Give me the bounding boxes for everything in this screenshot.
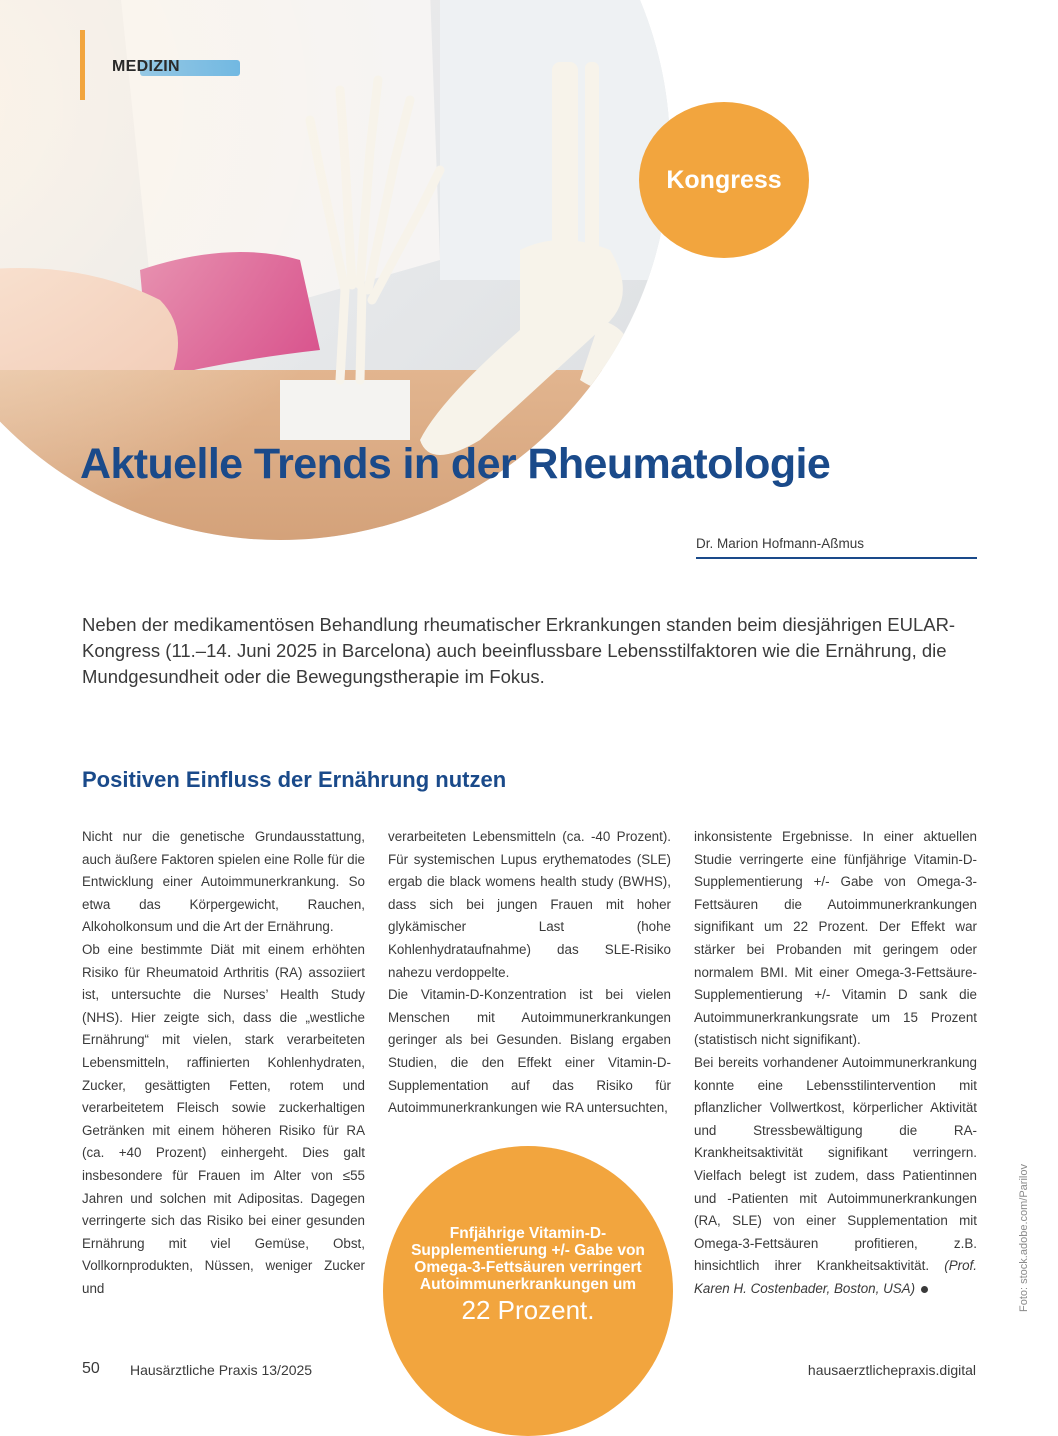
text-column-2 bbox=[388, 826, 671, 1120]
paragraph: verarbeiteten Lebensmitteln (ca. -40 Prozent). Für systemischen Lupus erythematodes (SLE) ergab die black womens health study (BWHS), dass sich bei jungen Frauen mit hoher glykämischer Last (hohe Kohlenhydrataufnahme) das SLE-Risiko nahezu verdoppelte. bbox=[388, 829, 671, 980]
paragraph-text: Bei bereits vorhandener Autoimmunerkrankung konnte eine Lebensstilintervention mit pflanzlicher Vollwertkost, körperlicher Aktivität und Stressbewältigung die RA-Krankheitsaktivität signifikant verringern. Vielfach belegt ist zudem, dass Patientinnen und -Patienten mit Autoimmunerkrankungen (RA, SLE) von einer Supplementation mit Omega-3-Fettsäuren profitieren, z.B. hinsichtlich ihrer Krankheitsaktivität. bbox=[694, 1054, 977, 1274]
accent-bar bbox=[80, 30, 85, 100]
kongress-badge bbox=[639, 102, 809, 258]
text-column-3 bbox=[694, 826, 977, 1300]
photo-credit: Foto: stock.adobe.com/Parilov bbox=[1018, 1164, 1030, 1312]
badge-label: Kongress bbox=[666, 165, 782, 194]
pullquote-text: Fnfjährige Vitamin-D-Supplementierung +/- Gabe von Omega-3-Fettsäuren verringert Autoimmunerkrankungen um bbox=[411, 1225, 645, 1293]
pullquote-highlight: 22 Prozent. bbox=[461, 1295, 595, 1325]
page-number: 50 bbox=[82, 1360, 100, 1377]
author-byline: Dr. Marion Hofmann-Aßmus bbox=[696, 536, 865, 551]
website-link[interactable]: hausaerztlichepraxis.digital bbox=[807, 1362, 976, 1378]
paragraph: Die Vitamin-D-Konzentration ist bei vielen Menschen mit Autoimmunerkrankungen geringer als bei Gesunden. Bislang ergaben Studien, die den Effekt einer Vitamin-D-Supplementation auf das Risiko für Autoimmunerkrankungen wie RA untersuchten, bbox=[388, 987, 671, 1116]
magazine-issue: Hausärztliche Praxis 13/2025 bbox=[130, 1362, 313, 1378]
citation: (Prof. Karen H. Costenbader, Boston, USA) bbox=[694, 1258, 977, 1296]
end-mark bbox=[921, 1286, 928, 1293]
paragraph: inkonsistente Ergebnisse. In einer aktuellen Studie verringerte eine fünfjährige Vitamin-D-Supplementierung +/- Gabe von Omega-3-Fettsäuren die Autoimmunerkrankungen signifikant um 22 Prozent. Der Effekt war stärker bei Probanden mit geringem oder normalem BMI. Mit einer Omega-3-Fettsäure-Supplementierung +/- Vitamin D sank die Autoimmunerkrankungsrate um 15 Prozent (statistisch nicht signifikant). bbox=[694, 829, 977, 1048]
section-heading: Positiven Einfluss der Ernährung nutzen bbox=[82, 767, 507, 792]
lead-paragraph: Neben der medikamentösen Behandlung rheumatischer Erkrankungen standen beim diesjährigen EULAR-Kongress (11.–14. Juni 2025 in Barcelona) auch beeinflussbare Lebensstilfaktoren wie die Ernährung, die Mundgesundheit oder die Bewegungstherapie im Fokus. bbox=[82, 614, 956, 687]
byline-rule bbox=[696, 557, 977, 559]
section-label: MEDIZIN bbox=[112, 58, 180, 75]
pullquote bbox=[383, 1225, 673, 1325]
paragraph bbox=[694, 1052, 977, 1301]
paragraph: Ob eine bestimmte Diät mit einem erhöhten Risiko für Rheumatoid Arthritis (RA) assoziiert ist, untersuchte die Nurses’ Health Study (NHS). Hier zeigte sich, dass die „westliche Ernährung“ mit vielen, stark verarbeiteten Lebensmitteln, raffinierten Kohlenhydraten, Zucker, gesättigten Fetten, rotem und verarbeitetem Fleisch sowie zuckerhaltigen Getränken mit einem höheren Risiko für RA (ca. +40 Prozent) einhergeht. Dies galt insbesondere für Frauen im Alter von ≤55 Jahren und solchen mit Adipositas. Dagegen verringerte sich das Risiko bei einer gesunden Ernährung mit viel Gemüse, Obst, Vollkornprodukten, Nüssen, weniger Zucker und bbox=[82, 941, 365, 1296]
paragraph: Nicht nur die genetische Grundausstattung, auch äußere Faktoren spielen eine Rolle für die Entwicklung einer Autoimmunerkrankung. So etwa das Körpergewicht, Rauchen, Alkoholkonsum und die Art der Ernährung. bbox=[82, 829, 365, 935]
text-column-1 bbox=[82, 826, 365, 1300]
article-title: Aktuelle Trends in der Rheumatologie bbox=[80, 440, 831, 488]
